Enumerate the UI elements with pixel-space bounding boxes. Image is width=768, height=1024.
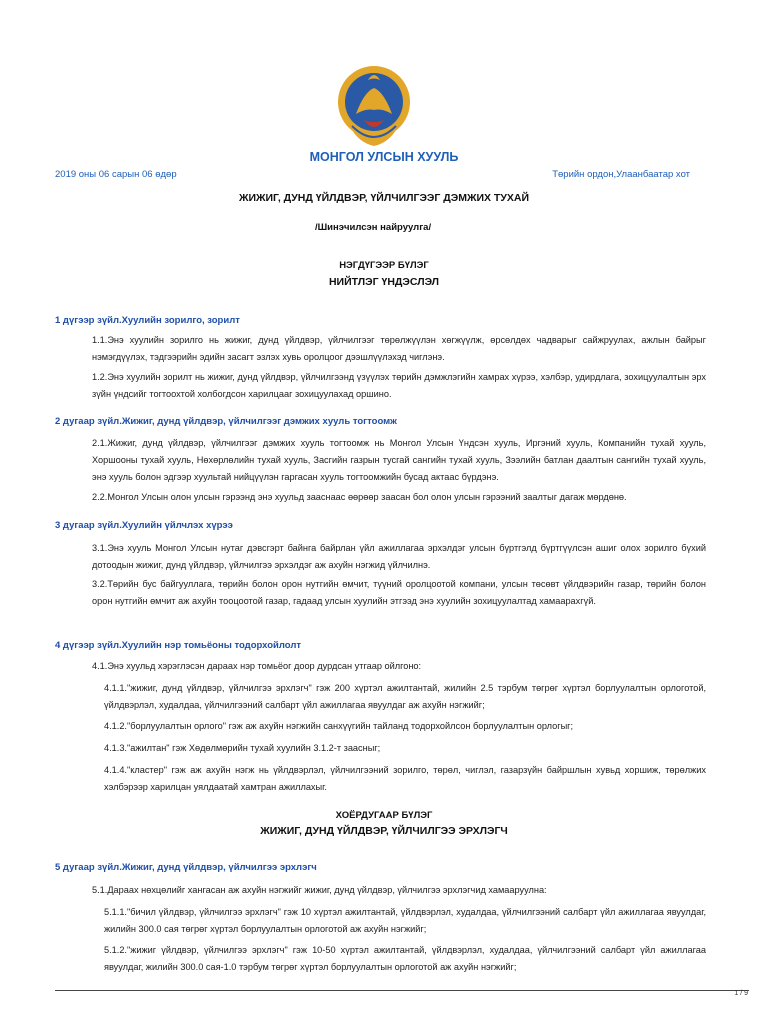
paragraph: 2.1.Жижиг, дунд үйлдвэр, үйлчилгээг дэмжих хууль тогтоомж нь Монгол Улсын Үндсэн хууль, Иргэний хууль, Компанийн тухай хууль, Хоршооны тухай хууль, Нөхөрлөлийн тухай хууль, Засгийн газрын тусгай сангийн тухай хууль, Зээлийн батлан даалтын сангийн тухай хууль, энэ хууль болон эдгээр хуультай нийцүүлэн гаргасан хууль тогтоомжийн бусад актаас бүрдэнэ. (92, 438, 706, 482)
enactment-date: 2019 оны 06 сарын 06 өдөр (55, 169, 177, 180)
paragraph: 1.2.Энэ хуулийн зорилт нь жижиг, дунд үйлдвэр, үйлчилгээнд үзүүлэх төрийн дэмжлэгийн хамрах хүрээ, хэлбэр, удирдлага, зохицуулалтын эрх зүйн үндсийг тогтоохтой холбогдсон харилцааг зохицуулахад оршино. (92, 372, 706, 399)
paragraph: 4.1.Энэ хуульд хэрэглэсэн дараах нэр томьёог доор дурдсан утгаар ойлгоно: (92, 661, 422, 671)
paragraph: 3.1.Энэ хууль Монгол Улсын нутаг дэвсгэрт байнга байрлан үйл ажиллагаа эрхэлдэг улсын бүртгэлд бүртгүүлсэн ашиг олох зорилго бүхий дотоодын жижиг, дунд үйлдвэр, үйлчилгээ эрхэлдэг аж ахуйн нэгжид үйлчилнэ. (92, 543, 706, 570)
footer-divider (55, 990, 749, 991)
paragraph: 1.1.Энэ хуулийн зорилго нь жижиг, дунд үйлдвэр, үйлчилгээг төрөлжүүлэн хөгжүүлж, өрсөлдөх чадварыг сайжруулах, ажлын байрыг нэмэгдүүлэх, тэдгээрийн эдийн засагт эзлэх хувь оролцоог дээшлүүлэхэд чиглэнэ. (92, 335, 706, 362)
chapter-number: ХОЁРДУГААР БҮЛЭГ (335, 810, 433, 821)
state-emblem-icon (334, 62, 414, 152)
law-title: МОНГОЛ УЛСЫН ХУУЛЬ (309, 150, 459, 164)
sub-paragraph: 4.1.2."борлуулалтын орлого" гэж аж ахуйн нэгжийн санхүүгийн тайланд тодорхойлсон борлуулалтын орлогыг; (104, 721, 574, 731)
sub-paragraph: 5.1.1."бичил үйлдвэр, үйлчилгээ эрхлэгч" гэж 10 хүртэл ажилтантай, үйлдвэрлэл, худалдаа, үйлчилгээний салбарт үйл ажиллагаа явуулдаг, жилийн 300.0 сая төгрөг хүртэл борлуулалтын орлоготой аж ахуйн нэгжийг; (104, 907, 706, 934)
sub-paragraph: 5.1.2."жижиг үйлдвэр, үйлчилгээ эрхлэгч" гэж 10-50 хүртэл ажилтантай, үйлдвэрлэл, худалдаа, үйлчилгээний салбарт үйл ажиллагаа явуулдаг, жилийн 300.0 сая-1.0 тэрбум төгрөг хүртэл борлуулалтын орлоготой аж ахуйн нэгжийг; (104, 945, 706, 972)
article-heading: 3 дугаар зүйл.Хуулийн үйлчлэх хүрээ (55, 520, 233, 531)
chapter-number: НЭГДҮГЭЭР БҮЛЭГ (339, 260, 429, 271)
sub-paragraph: 4.1.4."кластер" гэж аж ахуйн нэгж нь үйлдвэрлэл, үйлчилгээний зорилго, төрөл, чиглэл, газарзүйн байршлын хувьд хоршиж, төрөлжих хэлбэрээр харилцан уялдаатай хамтран ажиллахыг. (104, 765, 706, 792)
paragraph: 2.2.Монгол Улсын олон улсын гэрээнд энэ хуульд зааснаас өөрөөр заасан бол олон улсын гэрээний заалтыг дагаж мөрдөнө. (92, 492, 627, 502)
paragraph: 3.2.Төрийн бус байгууллага, төрийн болон орон нутгийн өмчит, түүний оролцоотой компани, улсын төсөвт үйлдвэрийн газар, төрийн болон орон нутгийн өмчит аж ахуйн тооцоотой газар, гадаад улсын хуулийн этгээд энэ хуулийн зохицуулалтад хамаарахгүй. (92, 579, 706, 606)
chapter-name: ЖИЖИГ, ДУНД ҮЙЛДВЭР, ҮЙЛЧИЛГЭЭ ЭРХЛЭГЧ (260, 825, 508, 837)
document-title: ЖИЖИГ, ДУНД ҮЙЛДВЭР, ҮЙЛЧИЛГЭЭГ ДЭМЖИХ ТУХАЙ (238, 192, 529, 204)
chapter-name: НИЙТЛЭГ ҮНДЭСЛЭЛ (328, 276, 440, 288)
paragraph: 5.1.Дараах нөхцөлийг хангасан аж ахуйн нэгжийг жижиг, дунд үйлдвэр, үйлчилгээ эрхлэгчид хамааруулна: (92, 885, 547, 895)
sub-paragraph: 4.1.3."ажилтан" гэж Хөдөлмөрийн тухай хуулийн 3.1.2-т заасныг; (104, 743, 381, 753)
document-subtitle: /Шинэчилсэн найруулга/ (315, 222, 432, 233)
article-heading: 1 дүгээр зүйл.Хуулийн зорилго, зорилт (55, 315, 240, 326)
enactment-place: Төрийн ордон,Улаанбаатар хот (552, 169, 690, 180)
sub-paragraph: 4.1.1."жижиг, дунд үйлдвэр, үйлчилгээ эрхлэгч" гэж 200 хүртэл ажилтантай, жилийн 2.5 тэрбум төгрөг хүртэл борлуулалтын орлоготой, үйлдвэрлэл, худалдаа, үйлчилгээний салбарт үйл ажиллагаа явуулдаг аж ахуйн нэгжийг; (104, 683, 706, 710)
article-heading: 4 дүгээр зүйл.Хуулийн нэр томьёоны тодорхойлолт (55, 640, 302, 651)
article-heading: 5 дугаар зүйл.Жижиг, дунд үйлдвэр, үйлчилгээ эрхлэгч (55, 862, 317, 873)
article-heading: 2 дугаар зүйл.Жижиг, дунд үйлдвэр, үйлчилгээг дэмжих хууль тогтоомж (55, 416, 397, 427)
page-number: 1 / 9 (734, 990, 748, 997)
